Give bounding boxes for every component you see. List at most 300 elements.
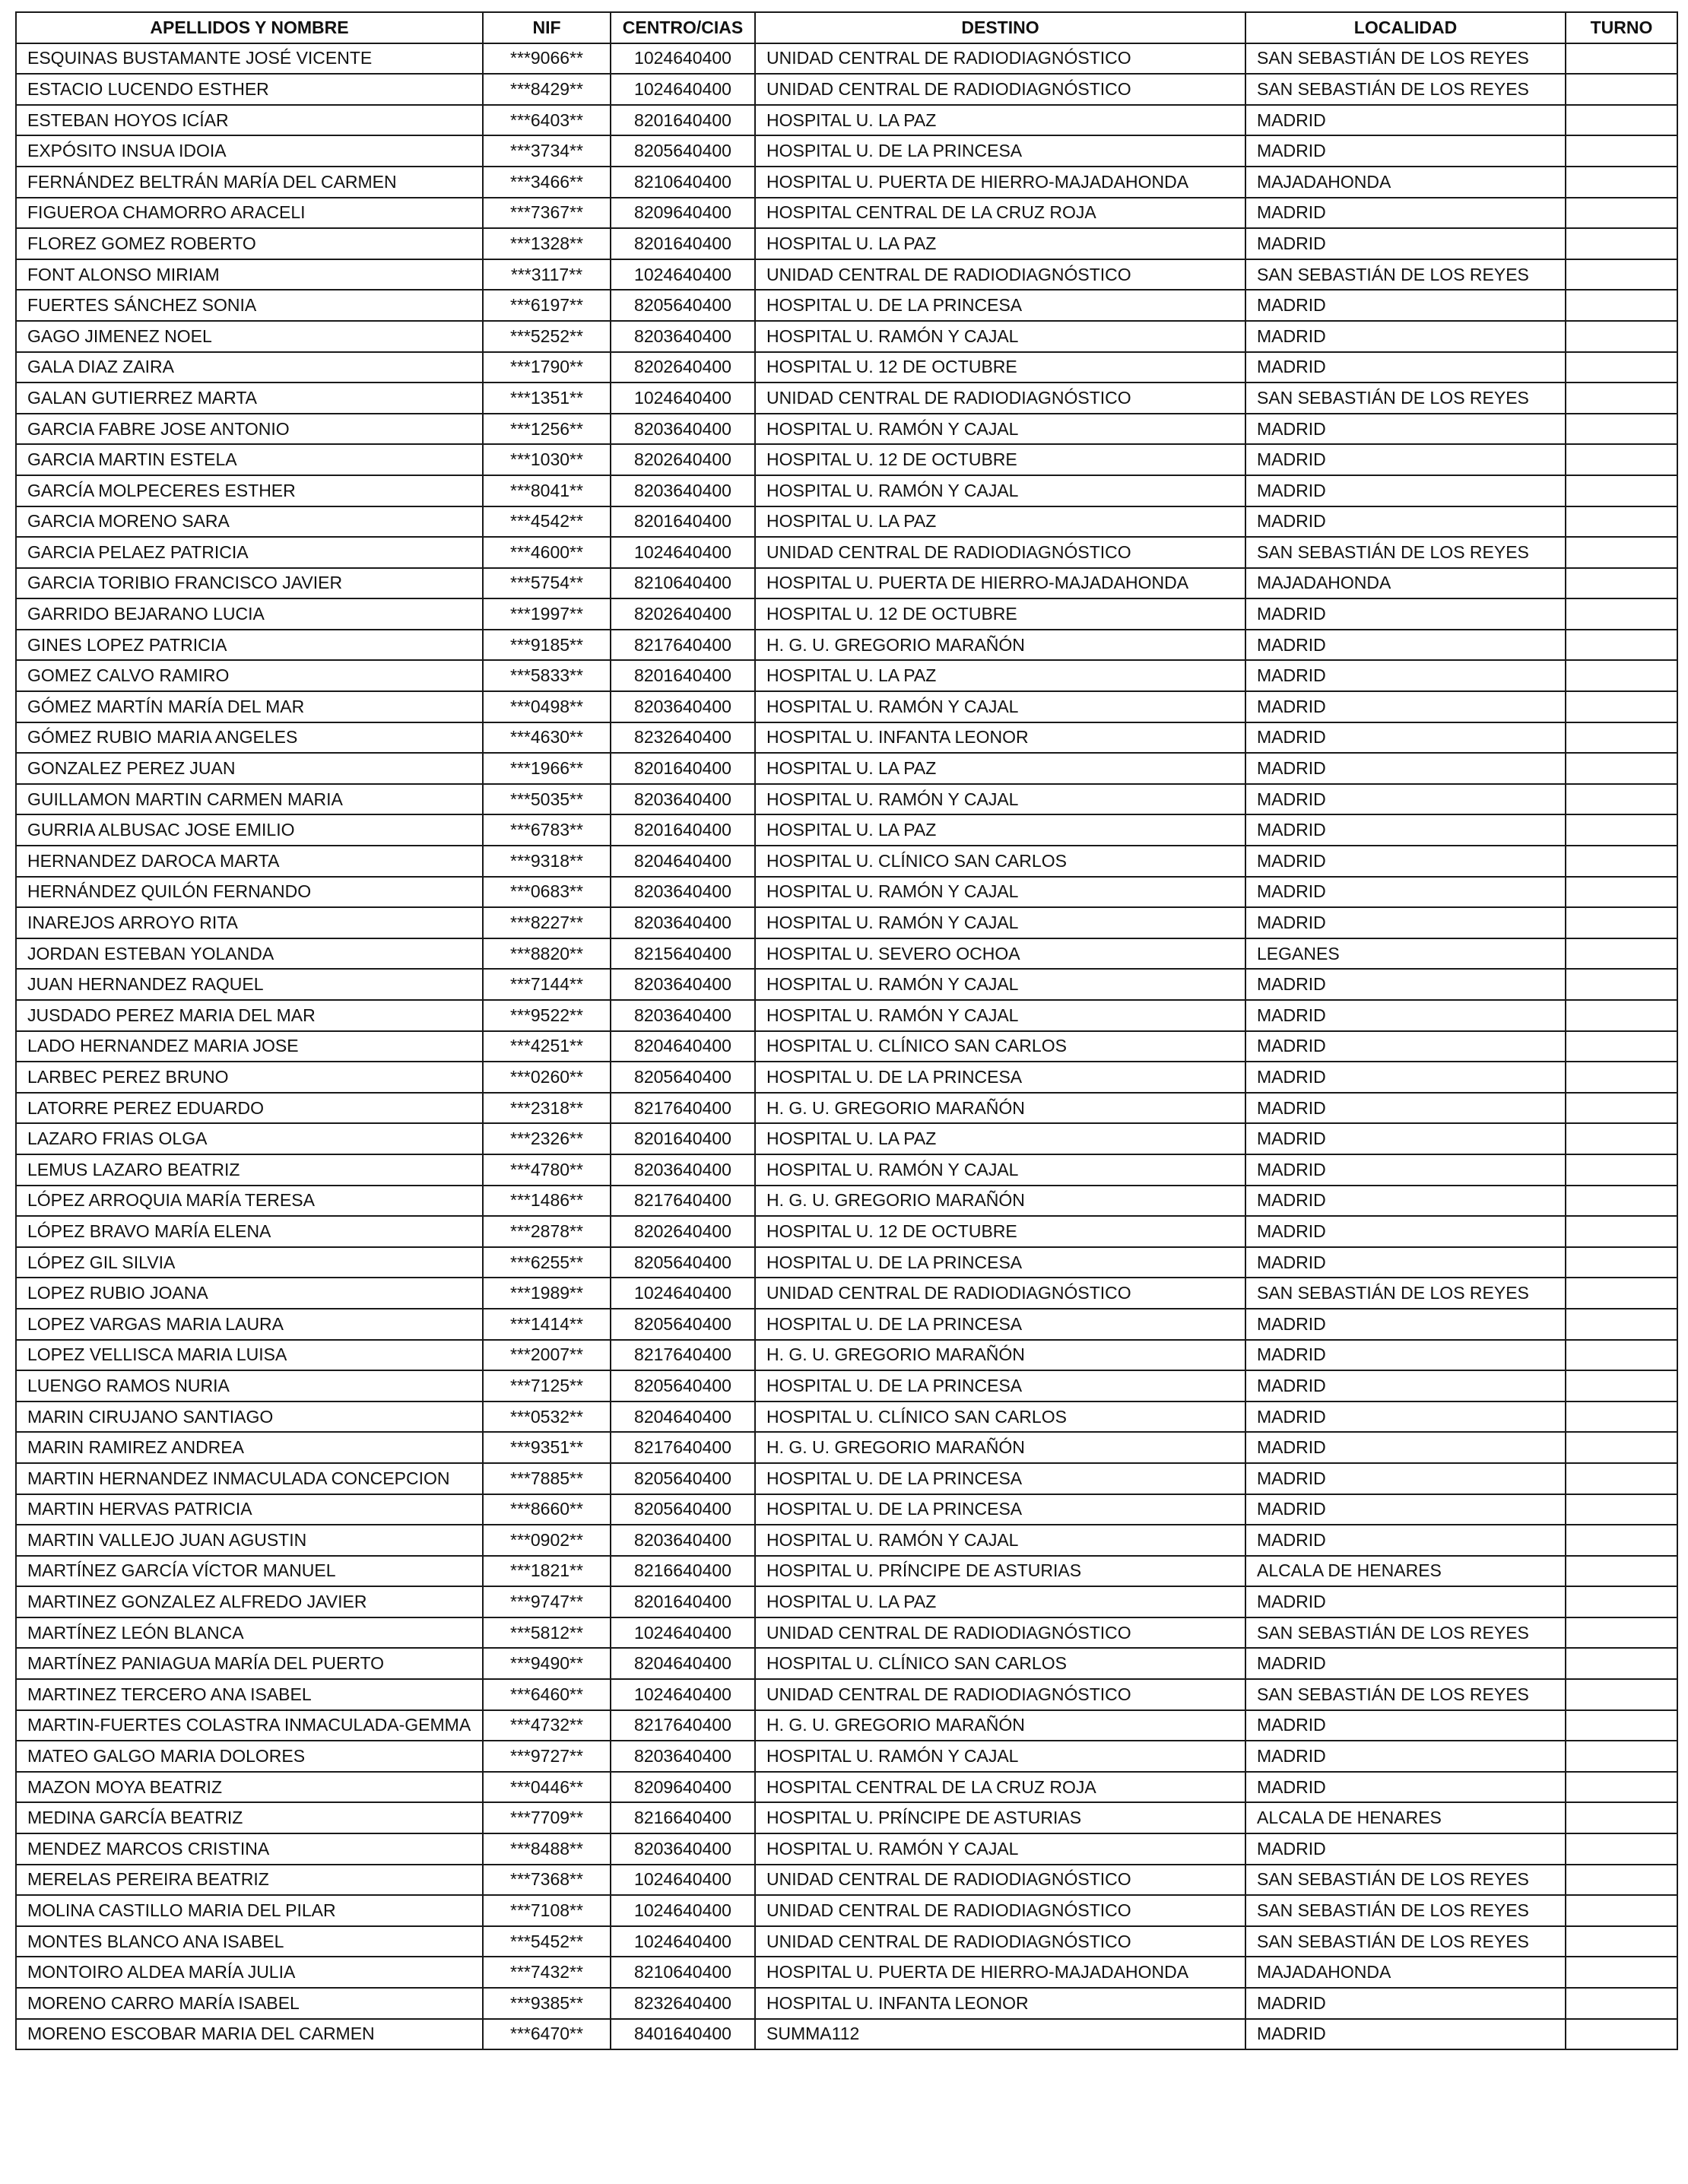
table-row (16, 1247, 1677, 1278)
destino-cell: HOSPITAL U. PRÍNCIPE DE ASTURIAS (755, 1556, 1245, 1587)
nif-cell: ***9385** (483, 1988, 611, 2019)
name-cell: FLOREZ GOMEZ ROBERTO (16, 228, 483, 259)
name-cell: MARTINEZ GONZALEZ ALFREDO JAVIER (16, 1586, 483, 1617)
header-col-destino: DESTINO (755, 12, 1245, 43)
localidad-cell: MADRID (1245, 1309, 1566, 1340)
centro-cias-cell: 8205640400 (611, 1247, 755, 1278)
localidad-cell: LEGANES (1245, 938, 1566, 970)
destino-cell: HOSPITAL U. LA PAZ (755, 228, 1245, 259)
table-row (16, 1278, 1677, 1309)
turno-cell (1566, 1463, 1677, 1494)
turno-cell (1566, 660, 1677, 691)
nif-cell: ***9490** (483, 1648, 611, 1679)
nif-cell: ***2318** (483, 1093, 611, 1124)
centro-cias-cell: 1024640400 (611, 1895, 755, 1926)
nif-cell: ***1030** (483, 444, 611, 475)
table-row (16, 1556, 1677, 1587)
nif-cell: ***9185** (483, 630, 611, 661)
localidad-cell: MADRID (1245, 1031, 1566, 1062)
localidad-cell: MADRID (1245, 1062, 1566, 1093)
turno-cell (1566, 598, 1677, 630)
destino-cell: HOSPITAL U. 12 DE OCTUBRE (755, 444, 1245, 475)
localidad-cell: MADRID (1245, 814, 1566, 846)
centro-cias-cell: 8202640400 (611, 1216, 755, 1247)
localidad-cell: MADRID (1245, 877, 1566, 908)
destino-cell: SUMMA112 (755, 2019, 1245, 2050)
destino-cell: UNIDAD CENTRAL DE RADIODIAGNÓSTICO (755, 1679, 1245, 1710)
turno-cell (1566, 74, 1677, 105)
table-row (16, 1031, 1677, 1062)
localidad-cell: MADRID (1245, 1093, 1566, 1124)
centro-cias-cell: 8217640400 (611, 1093, 755, 1124)
nif-cell: ***2007** (483, 1340, 611, 1371)
turno-cell (1566, 506, 1677, 538)
turno-cell (1566, 1957, 1677, 1988)
name-cell: MONTOIRO ALDEA MARÍA JULIA (16, 1957, 483, 1988)
nif-cell: ***5252** (483, 321, 611, 352)
nif-cell: ***1256** (483, 414, 611, 445)
centro-cias-cell: 8201640400 (611, 1123, 755, 1154)
turno-cell (1566, 1586, 1677, 1617)
table-row (16, 568, 1677, 599)
nif-cell: ***7367** (483, 198, 611, 229)
turno-cell (1566, 321, 1677, 352)
destino-cell: UNIDAD CENTRAL DE RADIODIAGNÓSTICO (755, 43, 1245, 75)
name-cell: FERNÁNDEZ BELTRÁN MARÍA DEL CARMEN (16, 167, 483, 198)
centro-cias-cell: 8210640400 (611, 167, 755, 198)
table-row (16, 1525, 1677, 1556)
localidad-cell: SAN SEBASTIÁN DE LOS REYES (1245, 1679, 1566, 1710)
table-row (16, 1926, 1677, 1957)
table-row (16, 1186, 1677, 1217)
turno-cell (1566, 1494, 1677, 1525)
centro-cias-cell: 8203640400 (611, 907, 755, 938)
nif-cell: ***5833** (483, 660, 611, 691)
localidad-cell: MADRID (1245, 2019, 1566, 2050)
localidad-cell: SAN SEBASTIÁN DE LOS REYES (1245, 537, 1566, 568)
centro-cias-cell: 8203640400 (611, 1525, 755, 1556)
table-row (16, 228, 1677, 259)
localidad-cell: MADRID (1245, 1586, 1566, 1617)
centro-cias-cell: 8203640400 (611, 414, 755, 445)
name-cell: GARCIA MARTIN ESTELA (16, 444, 483, 475)
table-row (16, 105, 1677, 136)
destino-cell: UNIDAD CENTRAL DE RADIODIAGNÓSTICO (755, 1278, 1245, 1309)
localidad-cell: SAN SEBASTIÁN DE LOS REYES (1245, 259, 1566, 290)
turno-cell (1566, 1710, 1677, 1741)
table-row (16, 1772, 1677, 1803)
name-cell: LOPEZ RUBIO JOANA (16, 1278, 483, 1309)
name-cell: MARTINEZ TERCERO ANA ISABEL (16, 1679, 483, 1710)
table-row (16, 1432, 1677, 1463)
centro-cias-cell: 8203640400 (611, 1741, 755, 1772)
table-row (16, 444, 1677, 475)
destino-cell: HOSPITAL U. RAMÓN Y CAJAL (755, 1833, 1245, 1865)
localidad-cell: MADRID (1245, 660, 1566, 691)
name-cell: MARTÍNEZ PANIAGUA MARÍA DEL PUERTO (16, 1648, 483, 1679)
turno-cell (1566, 784, 1677, 815)
table-row (16, 506, 1677, 538)
turno-cell (1566, 198, 1677, 229)
localidad-cell: MADRID (1245, 105, 1566, 136)
turno-cell (1566, 1093, 1677, 1124)
name-cell: LAZARO FRIAS OLGA (16, 1123, 483, 1154)
table-row (16, 784, 1677, 815)
centro-cias-cell: 8202640400 (611, 444, 755, 475)
name-cell: MARIN RAMIREZ ANDREA (16, 1432, 483, 1463)
turno-cell (1566, 938, 1677, 970)
turno-cell (1566, 1432, 1677, 1463)
destino-cell: HOSPITAL U. DE LA PRINCESA (755, 1370, 1245, 1402)
localidad-cell: SAN SEBASTIÁN DE LOS REYES (1245, 1926, 1566, 1957)
table-row (16, 691, 1677, 722)
name-cell: LUENGO RAMOS NURIA (16, 1370, 483, 1402)
nif-cell: ***3734** (483, 135, 611, 167)
destino-cell: HOSPITAL U. LA PAZ (755, 1123, 1245, 1154)
localidad-cell: MADRID (1245, 414, 1566, 445)
destino-cell: HOSPITAL U. SEVERO OCHOA (755, 938, 1245, 970)
centro-cias-cell: 1024640400 (611, 537, 755, 568)
nif-cell: ***5035** (483, 784, 611, 815)
centro-cias-cell: 8203640400 (611, 969, 755, 1000)
table-row (16, 1865, 1677, 1896)
centro-cias-cell: 8232640400 (611, 1988, 755, 2019)
localidad-cell: MADRID (1245, 1710, 1566, 1741)
turno-cell (1566, 1340, 1677, 1371)
name-cell: GONZALEZ PEREZ JUAN (16, 753, 483, 784)
nif-cell: ***0532** (483, 1402, 611, 1433)
localidad-cell: MADRID (1245, 1494, 1566, 1525)
centro-cias-cell: 8205640400 (611, 1309, 755, 1340)
table-row (16, 1062, 1677, 1093)
table-row (16, 1741, 1677, 1772)
destino-cell: HOSPITAL U. RAMÓN Y CAJAL (755, 321, 1245, 352)
table-row (16, 383, 1677, 414)
nif-cell: ***8429** (483, 74, 611, 105)
localidad-cell: MAJADAHONDA (1245, 1957, 1566, 1988)
centro-cias-cell: 1024640400 (611, 1865, 755, 1896)
name-cell: MARTÍNEZ GARCÍA VÍCTOR MANUEL (16, 1556, 483, 1587)
name-cell: GINES LOPEZ PATRICIA (16, 630, 483, 661)
centro-cias-cell: 8204640400 (611, 846, 755, 877)
name-cell: LÓPEZ GIL SILVIA (16, 1247, 483, 1278)
table-row (16, 1309, 1677, 1340)
destino-cell: HOSPITAL U. INFANTA LEONOR (755, 722, 1245, 754)
nif-cell: ***0260** (483, 1062, 611, 1093)
name-cell: MATEO GALGO MARIA DOLORES (16, 1741, 483, 1772)
destino-cell: HOSPITAL U. LA PAZ (755, 105, 1245, 136)
name-cell: JORDAN ESTEBAN YOLANDA (16, 938, 483, 970)
nif-cell: ***0683** (483, 877, 611, 908)
localidad-cell: MADRID (1245, 352, 1566, 383)
turno-cell (1566, 1802, 1677, 1833)
destino-cell: HOSPITAL U. PUERTA DE HIERRO-MAJADAHONDA (755, 1957, 1245, 1988)
centro-cias-cell: 8205640400 (611, 1062, 755, 1093)
table-row (16, 1402, 1677, 1433)
nif-cell: ***7709** (483, 1802, 611, 1833)
table-row (16, 537, 1677, 568)
localidad-cell: ALCALA DE HENARES (1245, 1556, 1566, 1587)
turno-cell (1566, 1648, 1677, 1679)
centro-cias-cell: 8201640400 (611, 753, 755, 784)
name-cell: MARTIN HERNANDEZ INMACULADA CONCEPCION (16, 1463, 483, 1494)
centro-cias-cell: 8209640400 (611, 198, 755, 229)
name-cell: MARTIN VALLEJO JUAN AGUSTIN (16, 1525, 483, 1556)
destino-cell: HOSPITAL U. LA PAZ (755, 506, 1245, 538)
table-row (16, 907, 1677, 938)
turno-cell (1566, 1988, 1677, 2019)
localidad-cell: MADRID (1245, 1216, 1566, 1247)
destino-cell: H. G. U. GREGORIO MARAÑÓN (755, 1093, 1245, 1124)
name-cell: FIGUEROA CHAMORRO ARACELI (16, 198, 483, 229)
name-cell: GURRIA ALBUSAC JOSE EMILIO (16, 814, 483, 846)
name-cell: FUERTES SÁNCHEZ SONIA (16, 290, 483, 321)
centro-cias-cell: 8205640400 (611, 135, 755, 167)
name-cell: LEMUS LAZARO BEATRIZ (16, 1154, 483, 1186)
nif-cell: ***6197** (483, 290, 611, 321)
nif-cell: ***6255** (483, 1247, 611, 1278)
nif-cell: ***0902** (483, 1525, 611, 1556)
centro-cias-cell: 8205640400 (611, 290, 755, 321)
name-cell: MORENO ESCOBAR MARIA DEL CARMEN (16, 2019, 483, 2050)
localidad-cell: MADRID (1245, 1247, 1566, 1278)
name-cell: LARBEC PEREZ BRUNO (16, 1062, 483, 1093)
localidad-cell: SAN SEBASTIÁN DE LOS REYES (1245, 43, 1566, 75)
destino-cell: HOSPITAL CENTRAL DE LA CRUZ ROJA (755, 198, 1245, 229)
nif-cell: ***1351** (483, 383, 611, 414)
destino-cell: HOSPITAL U. DE LA PRINCESA (755, 290, 1245, 321)
localidad-cell: MADRID (1245, 1988, 1566, 2019)
nif-cell: ***1790** (483, 352, 611, 383)
nif-cell: ***7368** (483, 1865, 611, 1896)
destino-cell: HOSPITAL U. CLÍNICO SAN CARLOS (755, 846, 1245, 877)
centro-cias-cell: 1024640400 (611, 74, 755, 105)
nif-cell: ***1821** (483, 1556, 611, 1587)
centro-cias-cell: 8217640400 (611, 1186, 755, 1217)
destino-cell: UNIDAD CENTRAL DE RADIODIAGNÓSTICO (755, 1617, 1245, 1649)
turno-cell (1566, 1741, 1677, 1772)
turno-cell (1566, 1154, 1677, 1186)
turno-cell (1566, 969, 1677, 1000)
localidad-cell: SAN SEBASTIÁN DE LOS REYES (1245, 74, 1566, 105)
destino-cell: HOSPITAL U. RAMÓN Y CAJAL (755, 1154, 1245, 1186)
destino-cell: HOSPITAL U. RAMÓN Y CAJAL (755, 1525, 1245, 1556)
personnel-table (15, 11, 1678, 2050)
turno-cell (1566, 1123, 1677, 1154)
turno-cell (1566, 1679, 1677, 1710)
turno-cell (1566, 1031, 1677, 1062)
name-cell: LATORRE PEREZ EDUARDO (16, 1093, 483, 1124)
centro-cias-cell: 1024640400 (611, 1926, 755, 1957)
name-cell: GÓMEZ RUBIO MARIA ANGELES (16, 722, 483, 754)
destino-cell: HOSPITAL U. DE LA PRINCESA (755, 1247, 1245, 1278)
name-cell: JUAN HERNANDEZ RAQUEL (16, 969, 483, 1000)
table-row (16, 1833, 1677, 1865)
turno-cell (1566, 105, 1677, 136)
name-cell: GUILLAMON MARTIN CARMEN MARIA (16, 784, 483, 815)
centro-cias-cell: 8203640400 (611, 475, 755, 506)
centro-cias-cell: 8201640400 (611, 506, 755, 538)
table-row (16, 1340, 1677, 1371)
table-row (16, 414, 1677, 445)
nif-cell: ***4251** (483, 1031, 611, 1062)
nif-cell: ***1997** (483, 598, 611, 630)
destino-cell: HOSPITAL U. 12 DE OCTUBRE (755, 1216, 1245, 1247)
localidad-cell: MADRID (1245, 1463, 1566, 1494)
destino-cell: H. G. U. GREGORIO MARAÑÓN (755, 1186, 1245, 1217)
table-row (16, 814, 1677, 846)
table-row (16, 1000, 1677, 1031)
localidad-cell: MADRID (1245, 969, 1566, 1000)
nif-cell: ***4600** (483, 537, 611, 568)
table-row (16, 1710, 1677, 1741)
centro-cias-cell: 8203640400 (611, 691, 755, 722)
table-row (16, 1679, 1677, 1710)
destino-cell: HOSPITAL U. PUERTA DE HIERRO-MAJADAHONDA (755, 167, 1245, 198)
nif-cell: ***8488** (483, 1833, 611, 1865)
centro-cias-cell: 8203640400 (611, 1833, 755, 1865)
table-row (16, 1617, 1677, 1649)
destino-cell: UNIDAD CENTRAL DE RADIODIAGNÓSTICO (755, 1895, 1245, 1926)
nif-cell: ***9318** (483, 846, 611, 877)
table-row (16, 1988, 1677, 2019)
destino-cell: HOSPITAL U. RAMÓN Y CAJAL (755, 1741, 1245, 1772)
nif-cell: ***1966** (483, 753, 611, 784)
localidad-cell: MADRID (1245, 1154, 1566, 1186)
centro-cias-cell: 8217640400 (611, 1340, 755, 1371)
nif-cell: ***6460** (483, 1679, 611, 1710)
nif-cell: ***2878** (483, 1216, 611, 1247)
turno-cell (1566, 537, 1677, 568)
localidad-cell: SAN SEBASTIÁN DE LOS REYES (1245, 1865, 1566, 1896)
centro-cias-cell: 8205640400 (611, 1494, 755, 1525)
table-row (16, 1802, 1677, 1833)
name-cell: MARIN CIRUJANO SANTIAGO (16, 1402, 483, 1433)
destino-cell: HOSPITAL U. PRÍNCIPE DE ASTURIAS (755, 1802, 1245, 1833)
nif-cell: ***9727** (483, 1741, 611, 1772)
nif-cell: ***5754** (483, 568, 611, 599)
centro-cias-cell: 8201640400 (611, 660, 755, 691)
centro-cias-cell: 8217640400 (611, 1710, 755, 1741)
localidad-cell: SAN SEBASTIÁN DE LOS REYES (1245, 1278, 1566, 1309)
nif-cell: ***4630** (483, 722, 611, 754)
localidad-cell: MADRID (1245, 1833, 1566, 1865)
destino-cell: UNIDAD CENTRAL DE RADIODIAGNÓSTICO (755, 1865, 1245, 1896)
turno-cell (1566, 259, 1677, 290)
turno-cell (1566, 290, 1677, 321)
turno-cell (1566, 1402, 1677, 1433)
turno-cell (1566, 1247, 1677, 1278)
table-row (16, 1093, 1677, 1124)
localidad-cell: MADRID (1245, 691, 1566, 722)
destino-cell: UNIDAD CENTRAL DE RADIODIAGNÓSTICO (755, 74, 1245, 105)
table-row (16, 259, 1677, 290)
name-cell: GALAN GUTIERREZ MARTA (16, 383, 483, 414)
nif-cell: ***6403** (483, 105, 611, 136)
localidad-cell: MADRID (1245, 722, 1566, 754)
localidad-cell: MADRID (1245, 475, 1566, 506)
name-cell: GARCIA MORENO SARA (16, 506, 483, 538)
nif-cell: ***0446** (483, 1772, 611, 1803)
table-row (16, 660, 1677, 691)
nif-cell: ***2326** (483, 1123, 611, 1154)
table-row (16, 352, 1677, 383)
localidad-cell: MAJADAHONDA (1245, 568, 1566, 599)
localidad-cell: MADRID (1245, 228, 1566, 259)
localidad-cell: MADRID (1245, 1432, 1566, 1463)
localidad-cell: MAJADAHONDA (1245, 167, 1566, 198)
turno-cell (1566, 1556, 1677, 1587)
centro-cias-cell: 8209640400 (611, 1772, 755, 1803)
nif-cell: ***1414** (483, 1309, 611, 1340)
centro-cias-cell: 8215640400 (611, 938, 755, 970)
centro-cias-cell: 8232640400 (611, 722, 755, 754)
turno-cell (1566, 1370, 1677, 1402)
destino-cell: HOSPITAL U. DE LA PRINCESA (755, 1062, 1245, 1093)
name-cell: GARCIA TORIBIO FRANCISCO JAVIER (16, 568, 483, 599)
turno-cell (1566, 167, 1677, 198)
destino-cell: HOSPITAL U. RAMÓN Y CAJAL (755, 877, 1245, 908)
table-header (16, 12, 1677, 43)
destino-cell: H. G. U. GREGORIO MARAÑÓN (755, 1432, 1245, 1463)
localidad-cell: MADRID (1245, 290, 1566, 321)
destino-cell: HOSPITAL U. PUERTA DE HIERRO-MAJADAHONDA (755, 568, 1245, 599)
destino-cell: HOSPITAL U. DE LA PRINCESA (755, 1309, 1245, 1340)
centro-cias-cell: 1024640400 (611, 259, 755, 290)
localidad-cell: MADRID (1245, 444, 1566, 475)
turno-cell (1566, 1186, 1677, 1217)
centro-cias-cell: 8204640400 (611, 1648, 755, 1679)
turno-cell (1566, 877, 1677, 908)
name-cell: GOMEZ CALVO RAMIRO (16, 660, 483, 691)
centro-cias-cell: 1024640400 (611, 1679, 755, 1710)
name-cell: LADO HERNANDEZ MARIA JOSE (16, 1031, 483, 1062)
centro-cias-cell: 8203640400 (611, 1154, 755, 1186)
destino-cell: HOSPITAL U. CLÍNICO SAN CARLOS (755, 1031, 1245, 1062)
nif-cell: ***0498** (483, 691, 611, 722)
table-row (16, 1957, 1677, 1988)
table-row (16, 1586, 1677, 1617)
turno-cell (1566, 1309, 1677, 1340)
destino-cell: HOSPITAL U. LA PAZ (755, 814, 1245, 846)
nif-cell: ***3117** (483, 259, 611, 290)
centro-cias-cell: 8401640400 (611, 2019, 755, 2050)
centro-cias-cell: 8202640400 (611, 598, 755, 630)
centro-cias-cell: 1024640400 (611, 1617, 755, 1649)
turno-cell (1566, 1895, 1677, 1926)
name-cell: MORENO CARRO MARÍA ISABEL (16, 1988, 483, 2019)
nif-cell: ***1328** (483, 228, 611, 259)
name-cell: LOPEZ VELLISCA MARIA LUISA (16, 1340, 483, 1371)
table-row (16, 722, 1677, 754)
localidad-cell: MADRID (1245, 1402, 1566, 1433)
table-row (16, 877, 1677, 908)
name-cell: GARCÍA MOLPECERES ESTHER (16, 475, 483, 506)
nif-cell: ***5812** (483, 1617, 611, 1649)
localidad-cell: MADRID (1245, 846, 1566, 877)
name-cell: GARCIA FABRE JOSE ANTONIO (16, 414, 483, 445)
turno-cell (1566, 43, 1677, 75)
name-cell: MENDEZ MARCOS CRISTINA (16, 1833, 483, 1865)
turno-cell (1566, 1772, 1677, 1803)
name-cell: ESTACIO LUCENDO ESTHER (16, 74, 483, 105)
nif-cell: ***8227** (483, 907, 611, 938)
centro-cias-cell: 1024640400 (611, 383, 755, 414)
localidad-cell: ALCALA DE HENARES (1245, 1802, 1566, 1833)
centro-cias-cell: 8217640400 (611, 630, 755, 661)
name-cell: GÓMEZ MARTÍN MARÍA DEL MAR (16, 691, 483, 722)
table-row (16, 938, 1677, 970)
